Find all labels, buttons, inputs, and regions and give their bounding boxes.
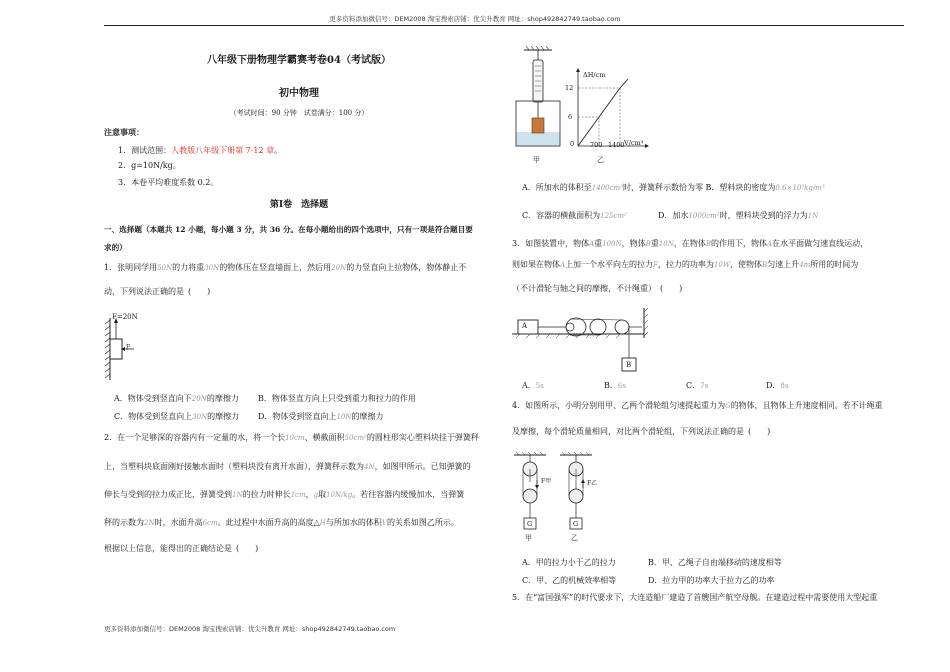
q3-value-4m: 4m	[799, 261, 811, 269]
q1-opt-c-value: 30N	[192, 413, 208, 421]
q1-line1	[104, 262, 466, 274]
q1-opt-d-suffix: 的摩擦力	[351, 412, 384, 421]
note-1-prefix: 1．测试范围：	[118, 146, 172, 155]
q1-answer-blank[interactable]: ( )	[188, 287, 211, 296]
q3-l1-c: ，物体	[621, 239, 646, 248]
q3-pulley-right	[615, 320, 629, 334]
q3-l2-c: ，拉力的功率为	[657, 260, 714, 269]
q3-opt-c-label: C．	[686, 381, 701, 390]
q3-l2-e: 匀速上升	[767, 260, 800, 269]
note-1-suffix: 。	[274, 146, 283, 155]
q2-caption-yi: 乙	[597, 156, 604, 164]
q3-value-10n: 10N	[658, 240, 674, 248]
q3-var-b1: B	[645, 240, 651, 248]
q2-l3-a: 伸长与受到的拉力成正比，弹簧受到	[104, 490, 232, 499]
q1-option-c[interactable]	[114, 411, 239, 423]
q3-option-a[interactable]	[522, 380, 544, 392]
q3-l3: （不计滑轮与轴之间的摩擦，不计绳重）	[512, 284, 656, 293]
q4-l1-a: 4．如图所示，小明分别用甲、乙两个滑轮组匀速提起重力为	[512, 401, 726, 410]
q3-option-c[interactable]	[686, 380, 708, 392]
plastic-block	[532, 118, 544, 133]
water	[517, 132, 560, 146]
q2-l4-e: 的关系如图乙所示。	[386, 518, 459, 527]
q1-value-30n: 30N	[204, 264, 220, 272]
q2-opt-d-value2: 1N	[807, 212, 819, 220]
q3-opt-d-label: D．	[766, 381, 781, 390]
q3-var-a2: A	[767, 240, 773, 248]
page-footer: 更多资料添加微信号：DEM2008 淘宝搜索店铺：优尖升教育 网址：shop492842749.taobao.com	[104, 625, 396, 633]
q4-answer-blank[interactable]: ( )	[748, 427, 771, 436]
q2-l4-d: 与所加水的体积	[325, 518, 382, 527]
q2-l4-b: 时，水面升高	[154, 518, 203, 527]
q4-yi-moving-pulley	[569, 489, 583, 503]
q1-opt-a-suffix: 的摩擦力	[206, 394, 239, 403]
q2-l2-a: 上，当塑料块底面刚好接触水面时（塑料块没有离开水面），弹簧秤示数为	[104, 462, 364, 471]
q3-value-10w: 10W	[713, 261, 731, 269]
q2-l1-a: 2．在一个足够深的容器内有一定量的水，将一个长	[104, 433, 286, 442]
q4-fig-g-jia: G	[527, 520, 533, 528]
graph-tick-700: 700	[590, 141, 603, 149]
q3-pulley-frame	[566, 318, 586, 336]
q1-text-a: 1．张明同学用	[104, 263, 158, 272]
graph-tick-1400: 1400	[608, 141, 625, 149]
q3-answer-blank[interactable]: ( )	[660, 284, 683, 293]
q2-l3-c: ，	[305, 490, 314, 499]
q2-opt-a-value2: 0.6×10³kg/m³	[775, 184, 825, 192]
q2-opt-a-text: A．所加水的体积至	[522, 183, 592, 192]
q2-l3-d: 取	[318, 490, 327, 499]
q1-text-b: 的力将重	[172, 263, 205, 272]
q2-line2	[104, 461, 471, 473]
q1-option-d[interactable]	[258, 411, 383, 423]
q5-line1: 5．在“富国强军”的时代要求下，大连造船厂建造了首艘国产航空母舰。在建造过程中需要使用大型起重	[512, 593, 878, 602]
q4-caption-yi: 乙	[571, 534, 578, 542]
q2-line3	[104, 489, 464, 501]
q1-stem-end: 动，下列说法正确的是	[104, 287, 184, 296]
q1-value-20n: 20N	[331, 264, 347, 272]
q2-l4-c: 。此过程中水面升高的高度△	[217, 518, 320, 527]
notes-title: 注意事项：	[104, 127, 144, 137]
q1-block	[110, 339, 122, 359]
q2-opt-c-text: C．容器的横截面积为	[522, 211, 601, 220]
header-divider	[104, 25, 904, 26]
q2-l3-e: 。若往容器内缓慢加水，当弹簧	[352, 490, 465, 499]
q4-option-c[interactable]: C．甲、乙的机械效率相等	[522, 576, 617, 585]
q3-l1-d: 重	[650, 239, 659, 248]
q3-option-b[interactable]	[604, 380, 626, 392]
q2-opt-a-value1: 1400cm³	[591, 184, 623, 192]
q3-l1-a: 3．如图装置中，物体	[512, 239, 590, 248]
q2-figure-jia	[508, 46, 568, 151]
q2-option-a[interactable]	[522, 182, 825, 194]
q4-option-b[interactable]: B．甲、乙绳子自由端移动的速度相等	[648, 558, 782, 567]
graph-y-label: ΔH/cm	[583, 71, 606, 79]
q1-opt-a-text: A．物体受到竖直向下	[114, 394, 192, 403]
q3-l1-e: ，在物体	[673, 239, 706, 248]
q3-var-f: F	[653, 261, 658, 269]
q2-opt-d-text: D．加水	[658, 211, 689, 220]
q4-fig-fyi: F乙	[587, 480, 598, 487]
q2-opt-a-mid: 时，弹簧秤示数恰为零 B．塑料块的密度为	[622, 183, 776, 192]
q2-l5: 根据以上信息，能得出的正确结论是	[104, 544, 232, 553]
q4-option-a[interactable]: A．甲的拉力小于乙的拉力	[522, 558, 616, 567]
q4-line1	[512, 400, 883, 412]
q3-fig-b: B	[626, 361, 632, 369]
q3-pulley-left	[566, 323, 574, 331]
q1-opt-d-value: 10N	[336, 413, 352, 421]
q4-caption-jia: 甲	[525, 534, 532, 542]
q2-opt-d-mid: 时，塑料块受到的浮力为	[719, 211, 808, 220]
q4-jia-moving-pulley	[523, 489, 537, 503]
q2-line4	[104, 517, 459, 529]
q2-opt-d-value1: 1000cm³	[688, 212, 720, 220]
q3-l1-b: 重	[594, 239, 603, 248]
q2-l2-b: ，如图甲所示。已知弹簧的	[374, 462, 471, 471]
q3-option-d[interactable]	[766, 380, 788, 392]
q3-opt-a-value: 5s	[535, 382, 544, 390]
q2-l3-b: 的拉力时伸长	[242, 490, 291, 499]
q2-l1-c: 的圆柱形实心塑料块挂于弹簧秤	[366, 433, 479, 442]
note-1-range: 人教版八年级下册第 7-12 章	[171, 146, 275, 155]
exam-meta: （考试时间：90 分钟 试卷满分：100 分）	[229, 109, 369, 117]
q1-line2	[104, 286, 210, 297]
section-instructions-2: 求的）	[104, 243, 127, 252]
q4-l1-b: 的物体，且物体上升速度相同。若不计绳重	[730, 401, 883, 410]
q1-value-50n: 50N	[157, 264, 173, 272]
note-2: 2．g=10N/kg。	[118, 161, 181, 170]
q4-option-d[interactable]: D．拉力甲的功率大于拉力乙的功率	[648, 576, 775, 585]
q3-line1	[512, 238, 868, 250]
q4-fig-g-yi: G	[573, 520, 579, 528]
q3-opt-a-label: A．	[522, 381, 536, 390]
exam-title: 八年级下册物理学霸赛考卷04（考试版）	[207, 55, 391, 66]
q2-line1	[104, 432, 479, 444]
q2-answer-blank[interactable]: ( )	[236, 544, 259, 553]
q3-line3	[512, 283, 682, 294]
q2-value-1cm: 1cm	[290, 491, 306, 499]
q4-fig-fjia: F甲	[541, 478, 552, 485]
q2-l1-b: 、横截面积	[304, 433, 345, 442]
graph-x-label: V/cm³	[624, 139, 644, 147]
exam-subject: 初中物理	[279, 88, 319, 99]
q3-var-b3: B	[762, 261, 768, 269]
q2-value-50cm2: 50cm²	[344, 434, 367, 442]
page-header: 更多资料添加微信号：DEM2008 淘宝搜索店铺：优尖升教育 网址：shop492842749.taobao.com	[329, 15, 621, 23]
q2-value-6cm: 6cm	[202, 519, 218, 527]
q3-var-a1: A	[589, 240, 595, 248]
q2-option-c[interactable]	[522, 210, 627, 222]
note-3: 3．本卷平均难度系数 0.2。	[118, 178, 219, 187]
q2-option-d[interactable]	[658, 210, 818, 222]
q1-option-a[interactable]	[114, 393, 239, 405]
q3-l2-a: 则如果在物体	[512, 260, 560, 269]
q2-value-h: H	[319, 519, 326, 527]
q2-value-2n: 2N	[144, 519, 155, 527]
q3-pulley-mid	[590, 319, 606, 335]
q1-fig-f: F	[126, 344, 131, 351]
q4-line2	[512, 426, 770, 437]
q2-opt-c-value: 125cm²	[600, 212, 627, 220]
q1-option-b[interactable]: B．物体竖直方向上只受到重力和拉力的作用	[258, 394, 416, 403]
q4-var-g: G	[725, 402, 731, 410]
q1-opt-a-value: 20N	[191, 395, 207, 403]
q1-text-d: 的力竖直向上拉物体，物体静止不	[346, 263, 467, 272]
q3-block-a	[518, 320, 538, 334]
q2-value-10nkg: 10N/kg	[326, 491, 353, 499]
q1-opt-c-text: C．物体受到竖直向上	[114, 412, 193, 421]
q3-line2	[512, 259, 858, 271]
q2-caption-jia: 甲	[533, 156, 540, 164]
q2-value-1n: 1N	[232, 491, 243, 499]
q3-l1-g: 在水平面做匀速直线运动，	[772, 239, 869, 248]
note-1	[118, 145, 282, 156]
q3-l2-f: 所用的时间为	[810, 260, 859, 269]
q2-value-v: V	[381, 519, 387, 527]
q3-fig-a: A	[522, 322, 528, 330]
q3-l2-d: ，使物体	[730, 260, 763, 269]
q2-value-g: g	[313, 491, 319, 499]
q3-l2-b: 上加一个水平向左的拉力	[565, 260, 654, 269]
q3-value-100n: 100N	[602, 240, 622, 248]
q1-opt-c-suffix: 的摩擦力	[207, 412, 240, 421]
q2-line5	[104, 543, 258, 554]
q1-opt-d-text: D．物体受到竖直向上	[258, 412, 337, 421]
section-instructions-1: 一、选择题（本题共 12 小题，每小题 3 分，共 36 分。在每小题给出的四个选项中，只有一项是符合题目要	[104, 225, 473, 234]
q3-opt-c-value: 7s	[700, 382, 709, 390]
graph-tick-6: 6	[568, 113, 573, 121]
q3-var-a3: A	[560, 261, 566, 269]
q3-var-b2: B	[705, 240, 712, 248]
graph-origin: 0	[570, 140, 575, 148]
part-title: 第Ⅰ卷 选择题	[269, 200, 329, 210]
graph-tick-12: 12	[565, 84, 574, 92]
q1-fig-label: F=20N	[112, 313, 138, 321]
q2-value-10cm: 10cm	[285, 434, 305, 442]
q3-l1-f: 的作用下，物体	[711, 239, 768, 248]
q4-figure	[512, 452, 602, 544]
q2-value-4n: 4N	[364, 463, 375, 471]
q3-opt-b-label: B．	[604, 381, 618, 390]
q3-opt-d-value: 8s	[780, 382, 789, 390]
q4-l2: 及摩擦，每个滑轮质量相同，对比两个滑轮组，下列说法正确的是	[512, 427, 744, 436]
q2-l4-a: 秤的示数为	[104, 518, 144, 527]
q3-figure	[512, 308, 662, 378]
q1-text-c: 的物体压在竖直墙面上，然后用	[219, 263, 332, 272]
q3-opt-b-value: 6s	[617, 382, 626, 390]
